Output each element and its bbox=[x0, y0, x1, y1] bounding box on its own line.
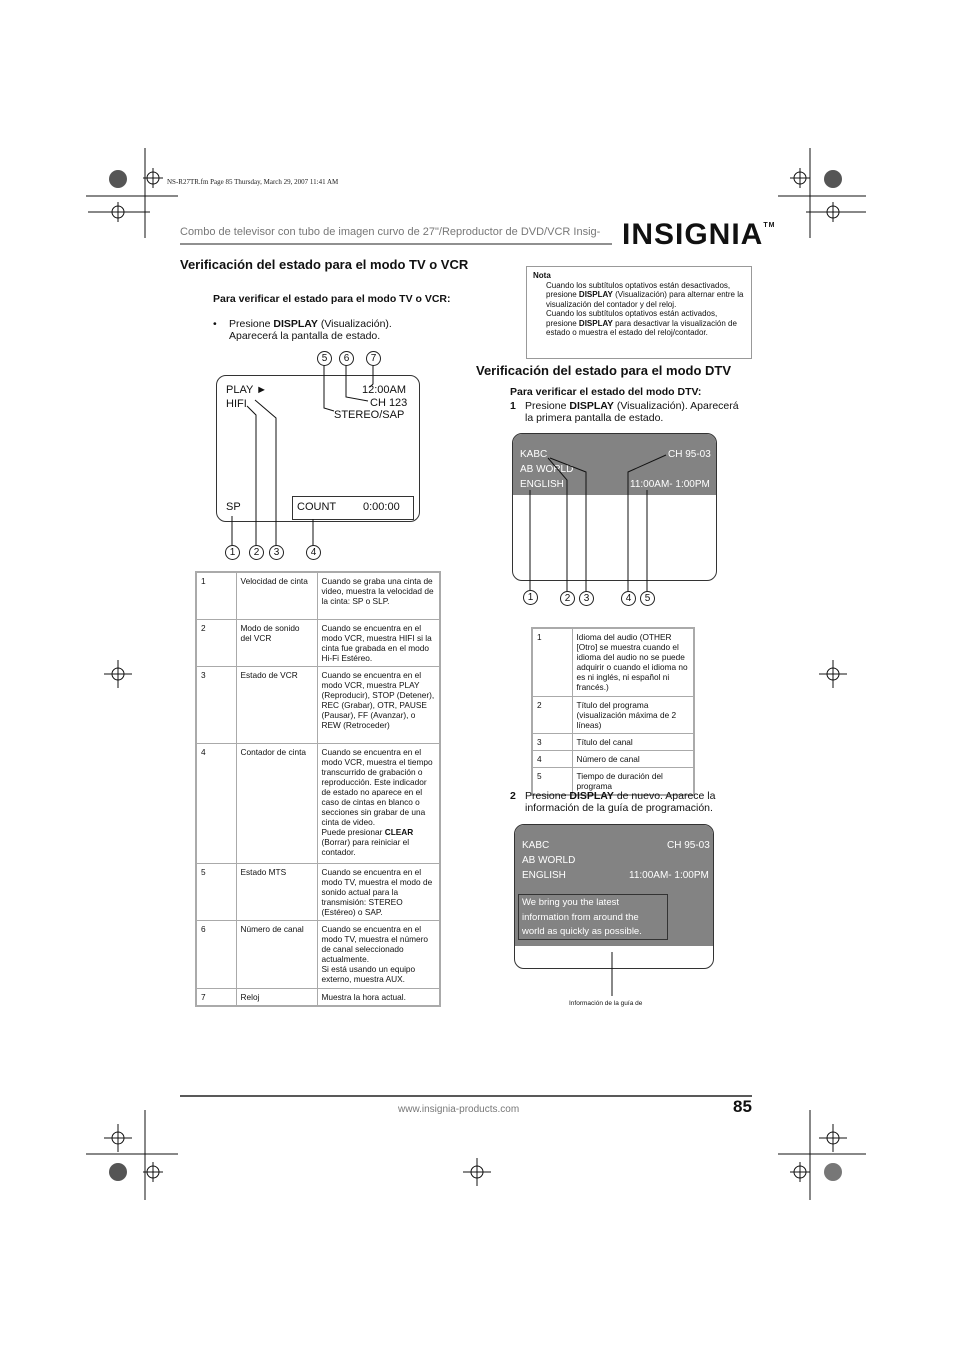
right-heading: Verificación del estado para el modo DTV bbox=[476, 363, 732, 378]
osd-count-label: COUNT bbox=[297, 501, 337, 513]
table-row: 1 Velocidad de cinta Cuando se graba una cinta de video, muestra la velocidad de la cinta: SP o SLP. bbox=[196, 572, 440, 619]
step-2: 2 Presione DISPLAY de nuevo. Aparece la información de la guía de programación. bbox=[510, 790, 716, 814]
osd-hifi: HIFI bbox=[226, 398, 247, 410]
table-row: 4 Contador de cinta Cuando se encuentra en el modo VCR, muestra el tiempo transcurrido de grabación o reproducción. Este indicador de estado no aparece en el caso de cintas en blanco o secciones sin grabar de una cinta de video. Puede presionar CLEAR (Borrar) para reiniciar el contador. bbox=[196, 743, 440, 863]
callout-4: 4 bbox=[306, 545, 321, 560]
osd-counter-value: 0:00:00 bbox=[363, 501, 400, 513]
dtv-callout-1: 1 bbox=[523, 590, 538, 605]
dtv-callout-4: 4 bbox=[621, 591, 636, 606]
left-heading: Verificación del estado para el modo TV o VCR bbox=[180, 257, 469, 272]
table-row: 2 Modo de sonido del VCR Cuando se encuentra en el modo VCR, muestra HIFI si la cinta fue grabada en el modo Hi-Fi Estéreo. bbox=[196, 619, 440, 666]
footer-url: www.insignia-products.com bbox=[398, 1104, 520, 1115]
callout-6: 6 bbox=[339, 351, 354, 366]
osd-play: PLAY ► bbox=[226, 384, 268, 396]
osd-program: AB WORLD bbox=[520, 464, 574, 475]
callout-7: 7 bbox=[366, 351, 381, 366]
osd2-station: KABC bbox=[522, 840, 550, 851]
osd2-channel: CH 95-03 bbox=[667, 840, 710, 851]
table-row: 2 Título del programa (visualización máxima de 2 líneas) bbox=[532, 696, 694, 733]
note-box: Nota Cuando los subtítulos optativos están desactivados, presione DISPLAY (Visualización) para alternar entre la visualización del contador y del reloj. Cuando los subtítulos optativos están activados, presione DISPLAY para desactivar la visualización de estado o muestra el estado del reloj/contador. bbox=[526, 266, 752, 359]
osd2-language: ENGLISH bbox=[522, 870, 566, 881]
left-bullet: • Presione DISPLAY (Visualización). Aparecerá la pantalla de estado. bbox=[213, 318, 392, 342]
osd-channel: CH 123 bbox=[370, 397, 408, 409]
right-subheading: Para verificar el estado del modo DTV: bbox=[510, 386, 702, 398]
osd-stereo: STEREO/SAP bbox=[334, 409, 405, 421]
header-title: Combo de televisor con tubo de imagen curvo de 27"/Reproductor de DVD/VCR Insig- bbox=[180, 226, 601, 238]
callout-1: 1 bbox=[225, 545, 240, 560]
table-row: 5 Estado MTS Cuando se encuentra en el modo TV, muestra el modo de sonido actual para la transmisión: STEREO (Estéreo) o SAP. bbox=[196, 863, 440, 920]
osd2-time: 11:00AM- 1:00PM bbox=[629, 870, 709, 881]
osd2-guide-box: We bring you the latest information from around the world as quickly as possible. bbox=[518, 894, 668, 940]
callout-2: 2 bbox=[249, 545, 264, 560]
dtv-callout-3: 3 bbox=[579, 591, 594, 606]
guide-caption: Información de la guía de bbox=[569, 1000, 643, 1007]
table-row: 7 Reloj Muestra la hora actual. bbox=[196, 988, 440, 1006]
table-row: 3 Título del canal bbox=[532, 733, 694, 750]
print-info: NS-R27TR.fm Page 85 Thursday, March 29, 2007 11:41 AM bbox=[167, 178, 339, 186]
callout-3: 3 bbox=[269, 545, 284, 560]
insignia-logo: INSIGNIA™ bbox=[622, 218, 776, 251]
left-subheading: Para verificar el estado para el modo TV o VCR: bbox=[213, 293, 451, 305]
table-row: 3 Estado de VCR Cuando se encuentra en el modo VCR, muestra PLAY (Reproducir), STOP (Detener), REC (Grabar), OTR, PAUSE (Pausar), FF (Avanzar), o REW (Retroceder) bbox=[196, 666, 440, 743]
dtv-callout-5: 5 bbox=[640, 591, 655, 606]
dtv-callout-2: 2 bbox=[560, 591, 575, 606]
table-row: 1 Idioma del audio (OTHER [Otro] se muestra cuando el idioma del audio no se puede adquirir o cuando el idioma no es ni inglés, ni español ni francés.) bbox=[532, 628, 694, 696]
step-1: 1 Presione DISPLAY (Visualización). Aparecerá la primera pantalla de estado. bbox=[510, 400, 739, 424]
callout-5: 5 bbox=[317, 351, 332, 366]
osd-station: KABC bbox=[520, 449, 548, 460]
table-row: 5 Tiempo de duración del programa bbox=[532, 767, 694, 795]
osd2-program: AB WORLD bbox=[522, 855, 576, 866]
osd-channel: CH 95-03 bbox=[668, 449, 711, 460]
osd-language: ENGLISH bbox=[520, 479, 564, 490]
osd-time: 11:00AM- 1:00PM bbox=[630, 479, 710, 490]
table-row: 4 Número de canal bbox=[532, 750, 694, 767]
osd-time: 12:00AM bbox=[362, 384, 407, 396]
osd-sp: SP bbox=[226, 501, 241, 513]
page-number: 85 bbox=[733, 1097, 752, 1116]
table-row: 6 Número de canal Cuando se encuentra en el modo TV, muestra el número de canal seleccionado actualmente. Si está usando un equipo externo, muestra AUX. bbox=[196, 920, 440, 988]
